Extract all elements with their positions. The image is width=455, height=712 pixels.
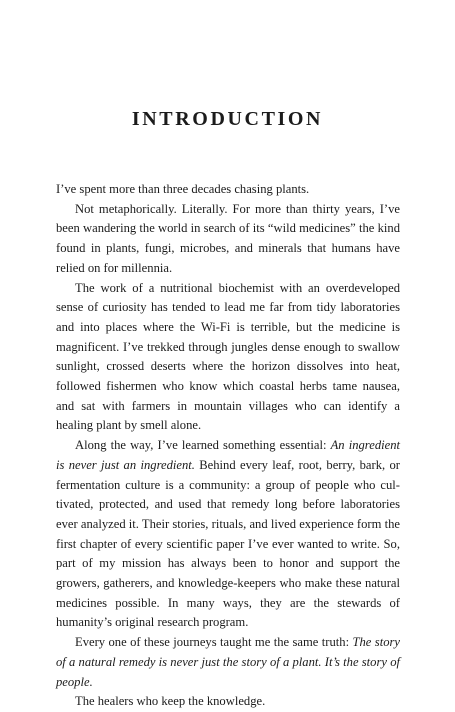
- paragraph-3: The work of a nutritional biochemist with an overdeveloped sense of curiosity has tended to lead me far from tidy laboratories and into places where the Wi-Fi is terrible, but the medicine is magnificent. I’ve trekked through jungles dense enough to swallow sunlight, crossed deserts where the horizon dissolves into heat, followed fishermen who know which coastal herbs tame nausea, and sat with farmers in mountain villages who can identify a healing plant by smell alone.: [56, 280, 400, 433]
- paragraph-4-rest: Behind every leaf, root, berry, bark, or fermentation culture is a community: a group of people who cultivated, protected, and used that remedy long before laboratories ever analyzed it. Their stories, rituals, and lived experience form the first chapter of every scientific paper I’ve ever wanted to write. So, part of my mission has always been to honor and support the growers, gatherers, and knowledge-keepers who make these natural medicines possible. In many ways, they are the stewards of humanity’s original research program.: [56, 457, 400, 630]
- paragraph-4: [56, 436, 400, 633]
- chapter-body: [56, 180, 400, 712]
- paragraph-4-emphasis: An ingredient is never just an ingredient.: [56, 438, 401, 472]
- paragraph-6: The healers who keep the knowledge.: [75, 694, 266, 709]
- chapter-title: INTRODUCTION: [131, 108, 324, 130]
- paragraph-5: [56, 633, 400, 692]
- paragraph-1: I’ve spent more than three decades chasing plants.: [56, 182, 310, 196]
- paragraph-2: Not metaphorically. Literally. For more than thirty years, I’ve been wandering the world in search of its “wild medicines” the kind found in plants, fungi, microbes, and minerals that humans have relied on for millennia.: [56, 201, 400, 275]
- paragraph-4-lead: Along the way, I’ve learned something essential:: [75, 438, 331, 453]
- paragraph-5-lead: Every one of these journeys taught me the same truth:: [75, 635, 353, 650]
- paragraph-5-emphasis: The story of a natural remedy is never just the story of a plant. It’s the story of people.: [56, 635, 400, 689]
